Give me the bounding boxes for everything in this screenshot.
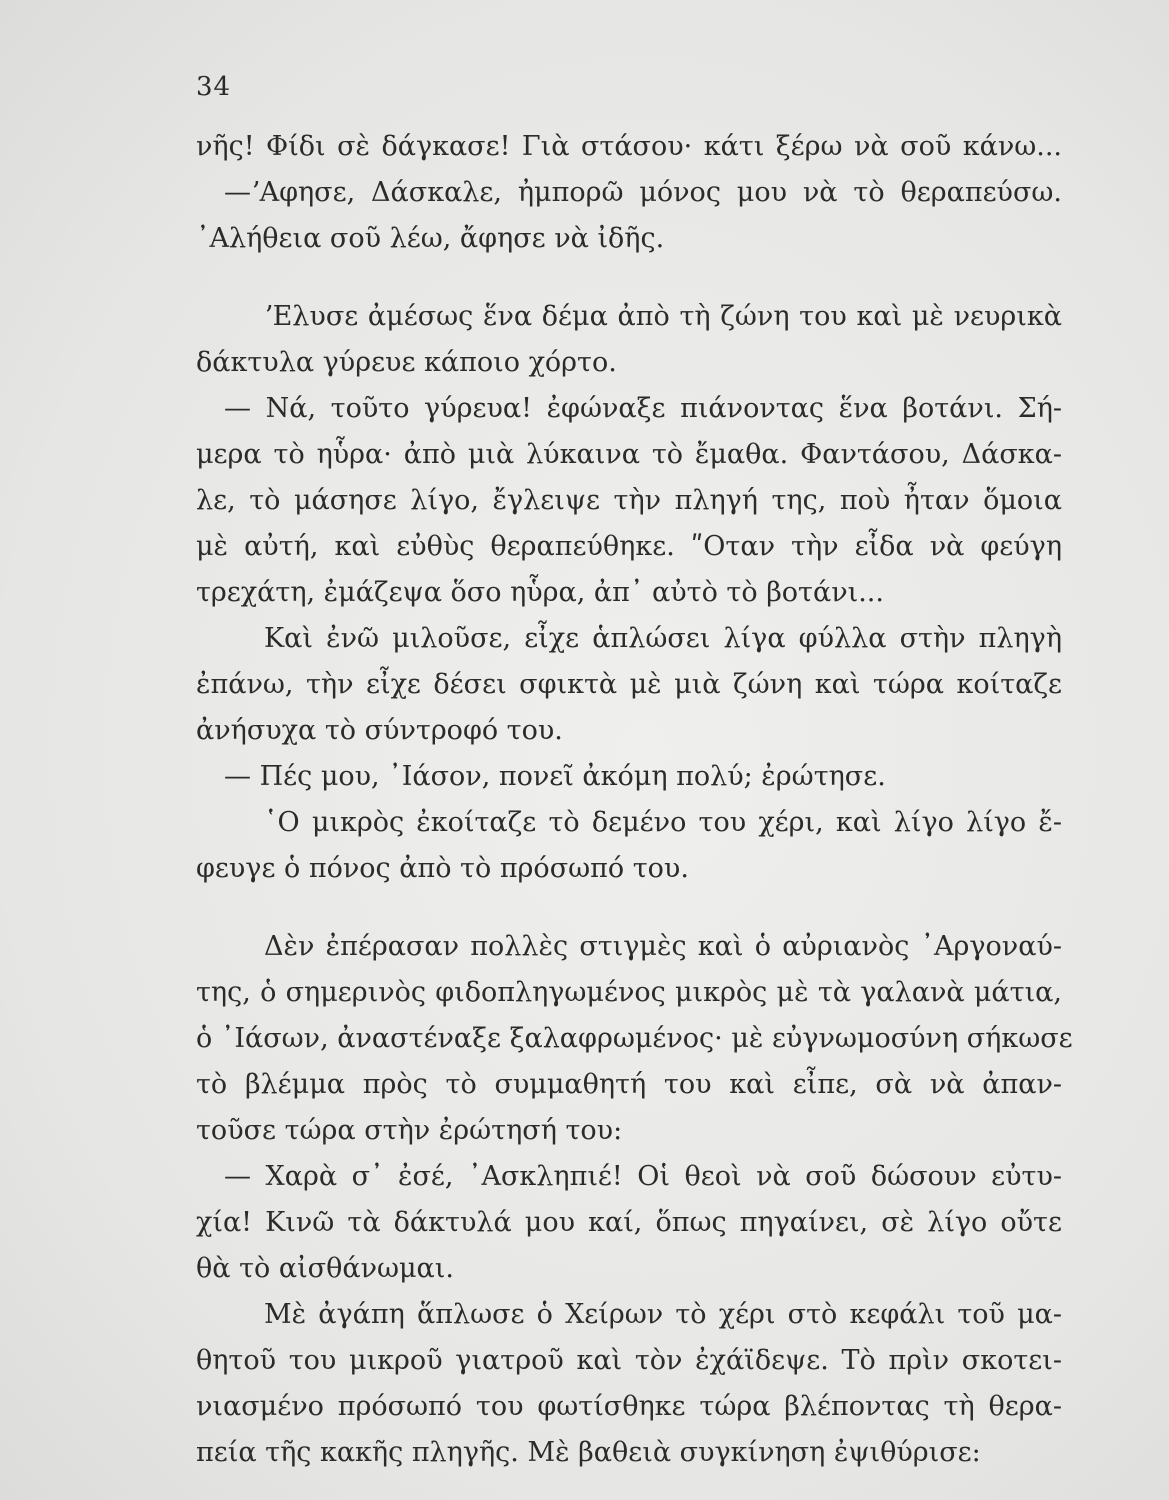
paragraph <box>196 294 1062 892</box>
text-line: της, ὁ σημερινὸς φιδοπληγωμένος μικρὸς μὲ τὰ γαλανὰ μάτια, <box>196 977 1062 1008</box>
text-line: ὁ ᾿Ιάσων, ἀναστέναξε ξαλαφρωμένος· μὲ εὐγνωμοσύνη σήκωσε <box>196 1023 1073 1054</box>
text-line: ἐπάνω, τὴν εἶχε δέσει σφικτὰ μὲ μιὰ ζώνη καὶ τώρα κοίταζε <box>196 669 1062 700</box>
text-line: μερα τὸ ηὗρα· ἀπὸ μιὰ λύκαινα τὸ ἔμαθα. Φαντάσου, Δάσκα- <box>196 439 1062 470</box>
text-line: θητοῦ του μικροῦ γιατροῦ καὶ τὸν ἐχάϊδεψε. Τὸ πρὶν σκοτει- <box>196 1345 1062 1376</box>
text-line: τὸ βλέμμα πρὸς τὸ συμμαθητή του καὶ εἶπε, σὰ νὰ ἀπαν- <box>196 1069 1062 1100</box>
text-line: —ʼΑφησε, Δάσκαλε, ἠμπορῶ μόνος μου νὰ τὸ θεραπεύσω. <box>224 177 1062 208</box>
page-number: 34 <box>196 72 232 102</box>
text-line: θὰ τὸ αἰσθάνωμαι. <box>196 1253 454 1284</box>
text-line: πεία τῆς κακῆς πληγῆς. Μὲ βαθειὰ συγκίνηση ἐψιθύρισε: <box>196 1437 981 1468</box>
text-line: ʼΕλυσε ἀμέσως ἕνα δέμα ἀπὸ τὴ ζώνη του καὶ μὲ νευρικὰ <box>264 301 1062 332</box>
text-line: νιασμένο πρόσωπό του φωτίσθηκε τώρα βλέποντας τὴ θερα- <box>196 1391 1062 1422</box>
text-line: Δὲν ἐπέρασαν πολλὲς στιγμὲς καὶ ὁ αὐριανὸς ᾿Αργοναύ- <box>264 931 1062 962</box>
text-line: τοῦσε τώρα στὴν ἐρώτησή του: <box>196 1115 623 1146</box>
text-line: λε, τὸ μάσησε λίγο, ἔγλειψε τὴν πληγή της, ποὺ ἦταν ὅμοια <box>196 485 1062 516</box>
text-line: Μὲ ἀγάπη ἅπλωσε ὁ Χείρων τὸ χέρι στὸ κεφάλι τοῦ μα- <box>264 1299 1062 1330</box>
text-line: τρεχάτη, ἐμάζεψα ὅσο ηὗρα, ἀπ᾿ αὐτὸ τὸ βοτάνι... <box>196 577 884 608</box>
text-line: χία! Κινῶ τὰ δάκτυλά μου καί, ὅπως πηγαίνει, σὲ λίγο οὔτε <box>196 1207 1062 1238</box>
text-line: — Πές μου, ᾿Ιάσον, πονεῖ ἀκόμη πολύ; ἐρώτησε. <box>224 761 886 792</box>
body-text <box>196 124 1073 1476</box>
paragraph <box>196 124 1062 262</box>
text-line: — Νά, τοῦτο γύρευα! ἐφώναξε πιάνοντας ἕνα βοτάνι. Σή- <box>224 393 1062 424</box>
text-line: δάκτυλα γύρευε κάποιο χόρτο. <box>196 347 617 378</box>
text-line: ῾Ο μικρὸς ἐκοίταζε τὸ δεμένο του χέρι, καὶ λίγο λίγο ἔ- <box>264 807 1062 838</box>
text-line: Καὶ ἐνῶ μιλοῦσε, εἶχε ἁπλώσει λίγα φύλλα στὴν πληγὴ <box>264 623 1062 654</box>
text-line: μὲ αὐτή, καὶ εὐθὺς θεραπεύθηκε. ʺΟταν τὴν εἶδα νὰ φεύγη <box>196 531 1062 562</box>
text-line: φευγε ὁ πόνος ἀπὸ τὸ πρόσωπό του. <box>196 853 689 884</box>
text-line: νῆς! Φίδι σὲ δάγκασε! Γιὰ στάσου· κάτι ξέρω νὰ σοῦ κάνω... <box>196 131 1062 162</box>
paragraph <box>196 924 1073 1476</box>
text-line: ᾿Αλήθεια σοῦ λέω, ἄφησε νὰ ἰδῆς. <box>196 223 665 254</box>
text-line: — Χαρὰ σ᾿ ἐσέ, ᾿Ασκληπιέ! Οἱ θεοὶ νὰ σοῦ δώσουν εὐτυ- <box>224 1161 1062 1192</box>
text-line: ἀνήσυχα τὸ σύντροφό του. <box>196 715 563 746</box>
